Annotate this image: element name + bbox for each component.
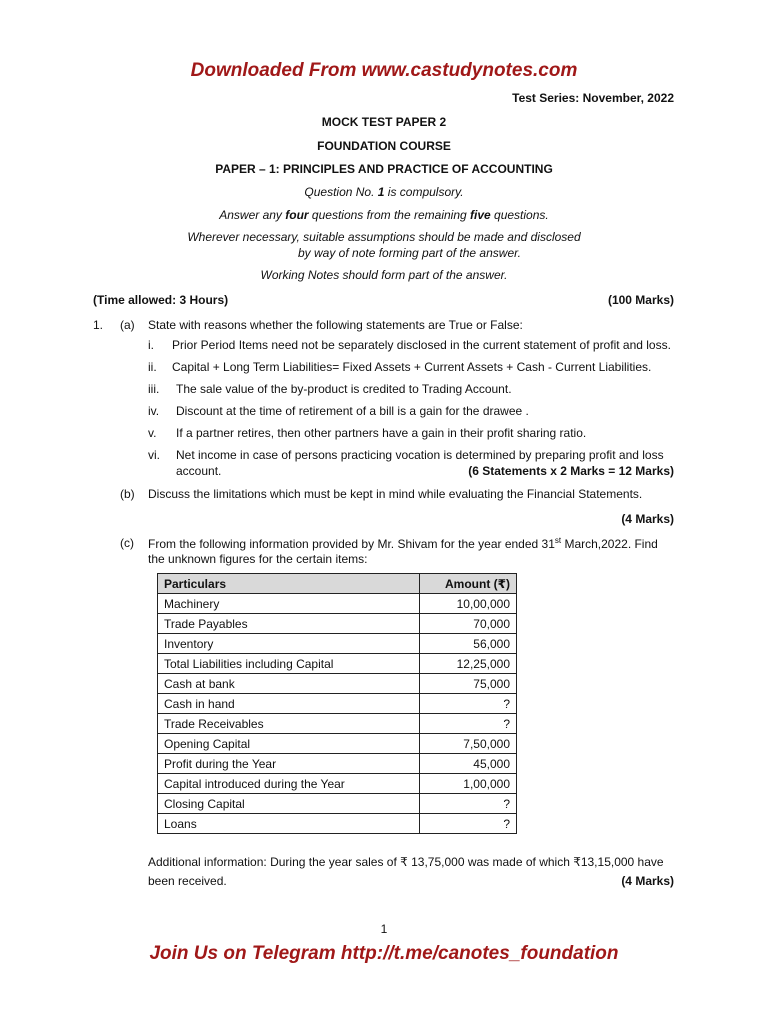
amount-cell: ? [420, 814, 517, 834]
part-c-label: (c) [120, 536, 134, 550]
instruction-text: Question No. [304, 185, 378, 199]
question-number: 1. [93, 318, 104, 332]
instruction-bold: five [470, 208, 491, 222]
part-b-label: (b) [120, 487, 135, 501]
instruction-assumptions-1: Wherever necessary, suitable assumptions should be made and disclosed [187, 230, 581, 244]
statement-text-continued: account. [176, 464, 222, 478]
part-b-marks: (4 Marks) [621, 512, 674, 526]
table-row [158, 694, 517, 714]
particular-cell: Trade Payables [158, 614, 420, 634]
bottom-banner: Join Us on Telegram http://t.me/canotes_foundation [149, 943, 619, 964]
table-row [158, 794, 517, 814]
header-amount: Amount (₹) [420, 574, 517, 594]
statement-num: i. [148, 338, 154, 352]
particular-cell: Trade Receivables [158, 714, 420, 734]
statement-text: Net income in case of persons practicing vocation is determined by preparing profit and loss [176, 448, 664, 462]
amount-cell: ? [420, 794, 517, 814]
table-row [158, 594, 517, 614]
information-table [157, 573, 517, 834]
table-row [158, 774, 517, 794]
part-b-text: Discuss the limitations which must be kept in mind while evaluating the Financial Statements. [148, 487, 643, 501]
statement-text: Capital + Long Term Liabilities= Fixed Assets + Current Assets + Cash - Current Liabilities. [172, 360, 652, 374]
table-header-row [158, 574, 517, 594]
statement-num: iv. [148, 404, 160, 418]
part-a-text: State with reasons whether the following statements are True or False: [148, 318, 523, 332]
table-row [158, 714, 517, 734]
paper-title: MOCK TEST PAPER 2 [321, 115, 447, 129]
instruction-working-notes: Working Notes should form part of the answer. [260, 268, 508, 282]
page-number: 1 [380, 922, 388, 936]
instruction-compulsory [0, 185, 768, 199]
part-a-label: (a) [120, 318, 135, 332]
test-series-label: Test Series: November, 2022 [512, 91, 674, 105]
subject-title: PAPER – 1: PRINCIPLES AND PRACTICE OF ACCOUNTING [215, 162, 553, 176]
amount-cell: 1,00,000 [420, 774, 517, 794]
amount-cell: ? [420, 694, 517, 714]
part-c-text: March,2022. Find [561, 537, 658, 551]
statement-text: If a partner retires, then other partners have a gain in their profit sharing ratio. [176, 426, 587, 440]
instruction-text: questions. [490, 208, 549, 222]
particular-cell: Total Liabilities including Capital [158, 654, 420, 674]
particular-cell: Cash at bank [158, 674, 420, 694]
particular-cell: Inventory [158, 634, 420, 654]
instruction-assumptions-2: by way of note forming part of the answer. [298, 246, 522, 260]
instruction-bold: four [285, 208, 309, 222]
statement-num: v. [148, 426, 157, 440]
top-banner: Downloaded From www.castudynotes.com [190, 60, 578, 81]
additional-info-2: been received. [148, 874, 227, 888]
instruction-text: is compulsory. [384, 185, 464, 199]
amount-cell: 70,000 [420, 614, 517, 634]
statement-text: The sale value of the by-product is credited to Trading Account. [176, 382, 512, 396]
course-title: FOUNDATION COURSE [317, 139, 451, 153]
statement-num: ii. [148, 360, 157, 374]
table-row [158, 754, 517, 774]
amount-cell: 12,25,000 [420, 654, 517, 674]
particular-cell: Opening Capital [158, 734, 420, 754]
particular-cell: Cash in hand [158, 694, 420, 714]
instruction-text: questions from the remaining [308, 208, 471, 222]
particular-cell: Closing Capital [158, 794, 420, 814]
particular-cell: Profit during the Year [158, 754, 420, 774]
part-c-text: From the following information provided by Mr. Shivam for the year ended 31 [148, 537, 555, 551]
instruction-answer-any [0, 208, 768, 222]
statement-num: vi. [148, 448, 160, 462]
part-c-marks: (4 Marks) [621, 874, 674, 888]
table-row [158, 814, 517, 834]
part-c-text-2: the unknown figures for the certain items: [148, 552, 368, 566]
instruction-number: 1 [377, 185, 385, 199]
particular-cell: Loans [158, 814, 420, 834]
particular-cell: Capital introduced during the Year [158, 774, 420, 794]
amount-cell: 10,00,000 [420, 594, 517, 614]
statement-num: iii. [148, 382, 160, 396]
amount-cell: 75,000 [420, 674, 517, 694]
time-allowed: (Time allowed: 3 Hours) [93, 293, 229, 307]
max-marks: (100 Marks) [607, 293, 674, 307]
statement-text: Prior Period Items need not be separately disclosed in the current statement of profit and loss. [172, 338, 671, 352]
table-row [158, 614, 517, 634]
table-row [158, 634, 517, 654]
instruction-text: Answer any [219, 208, 286, 222]
header-particulars: Particulars [158, 574, 420, 594]
additional-info-1: Additional information: During the year sales of ₹ 13,75,000 was made of which ₹13,15,000 have [148, 855, 664, 869]
amount-cell: 45,000 [420, 754, 517, 774]
amount-cell: 56,000 [420, 634, 517, 654]
statement-text: Discount at the time of retirement of a bill is a gain for the drawee . [176, 404, 529, 418]
table-row [158, 674, 517, 694]
amount-cell: 7,50,000 [420, 734, 517, 754]
ordinal-suffix: st [554, 536, 562, 545]
amount-cell: ? [420, 714, 517, 734]
table-row [158, 654, 517, 674]
part-a-marks: (6 Statements x 2 Marks = 12 Marks) [468, 464, 674, 478]
particular-cell: Machinery [158, 594, 420, 614]
table-row [158, 734, 517, 754]
part-c-text-1 [148, 536, 658, 551]
